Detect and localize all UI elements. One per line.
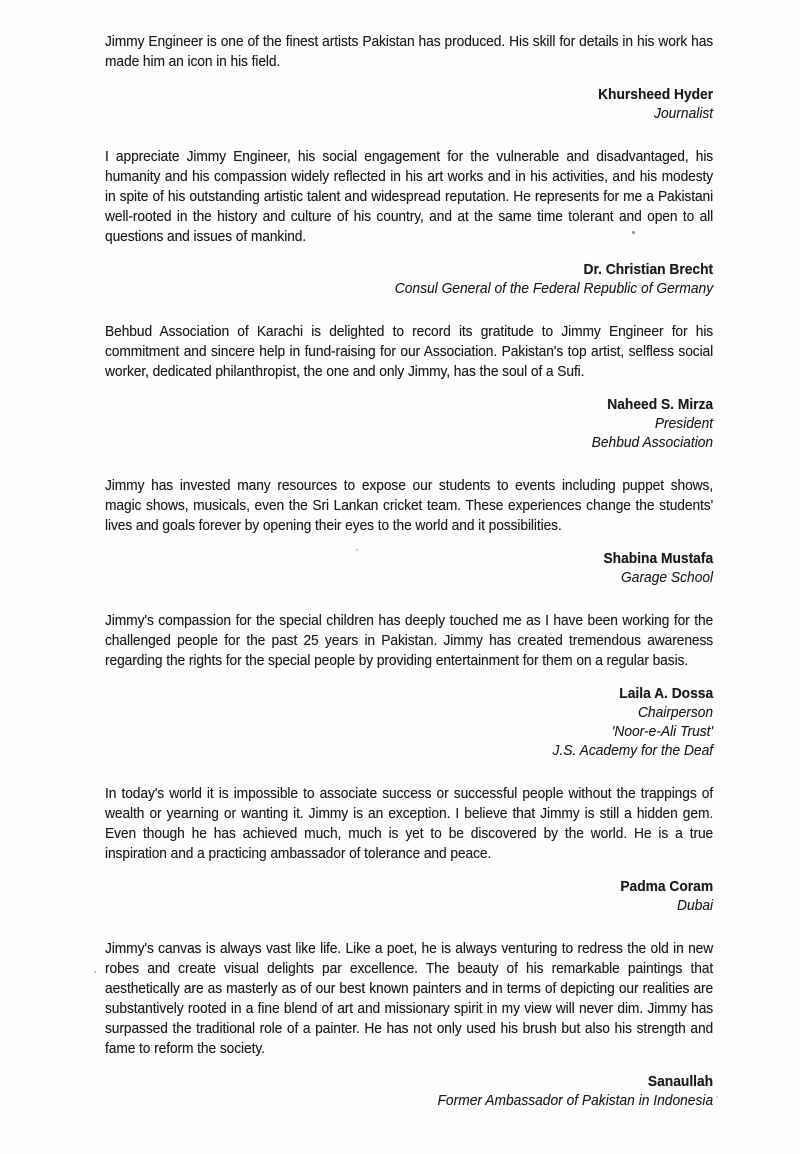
attribution-title: Dubai [677, 897, 714, 914]
testimonial-block [105, 476, 713, 587]
attribution-titles [105, 1091, 713, 1110]
testimonial-attribution [105, 1072, 713, 1110]
testimonials-list [105, 32, 713, 1134]
attribution-titles [105, 279, 713, 298]
testimonial-quote: In today's world it is impossible to associate success or successful people without the trappings of wealth or yearning or wanting it. Jimmy is an exception. I believe that Jimmy is still a hidden gem. Even though he has achieved much, much is yet to be discovered by the world. He is a true inspiration and a practicing ambassador of tolerance and peace. [105, 785, 714, 862]
attribution-title: Garage School [621, 569, 714, 586]
attribution-title: J.S. Academy for the Deaf [552, 742, 714, 759]
testimonial-attribution [105, 85, 713, 123]
attribution-title: Journalist [654, 105, 714, 122]
attribution-titles [105, 896, 713, 915]
attribution-titles [105, 703, 713, 760]
attribution-name: Shabina Mustafa [603, 550, 714, 567]
attribution-name: Khursheed Hyder [598, 86, 714, 103]
scan-artifact-dot [632, 231, 635, 234]
attribution-name: Sanaullah [647, 1073, 714, 1090]
testimonial-block [105, 32, 713, 123]
testimonial-block [105, 322, 713, 452]
attribution-titles [105, 104, 713, 123]
attribution-name: Laila A. Dossa [619, 685, 714, 702]
testimonial-attribution [105, 260, 713, 298]
testimonial-block [105, 784, 713, 915]
testimonial-quote: Behbud Association of Karachi is delighted to record its gratitude to Jimmy Engineer for his commitment and sincere help in fund-raising for our Association. Pakistan's top artist, selfless social worker, dedicated philanthropist, the one and only Jimmy, has the soul of a Sufi. [105, 323, 714, 380]
testimonial-attribution [105, 684, 713, 760]
testimonial-block [105, 611, 713, 760]
testimonial-block [105, 147, 713, 298]
testimonial-quote: Jimmy's canvas is always vast like life. Like a poet, he is always venturing to redress the old in new robes and create visual delights par excellence. The beauty of his remarkable paintings that aesthetically are as masterly as of our best known painters and in terms of depicting our realities are substantively rooted in a fine blend of art and missionary spirit in my view will never dim. Jimmy has surpassed the traditional role of a painter. He has not only used his brush but also his strength and fame to reform the society. [105, 940, 714, 1057]
testimonial-quote: Jimmy Engineer is one of the finest artists Pakistan has produced. His skill for details in his work has made him an icon in his field. [105, 33, 714, 70]
attribution-title: Behbud Association [591, 434, 714, 451]
testimonial-quote: Jimmy's compassion for the special children has deeply touched me as I have been working for the challenged people for the past 25 years in Pakistan. Jimmy has created tremendous awareness regarding the rights for the special people by providing entertainment for them on a regular basis. [105, 612, 714, 669]
attribution-name: Dr. Christian Brecht [583, 261, 714, 278]
testimonial-quote: Jimmy has invested many resources to expose our students to events including puppet shows, magic shows, musicals, even the Sri Lankan cricket team. These experiences change the students' lives and goals forever by opening their eyes to the world and it possibilities. [105, 477, 714, 534]
testimonial-block [105, 939, 713, 1110]
testimonial-attribution [105, 877, 713, 915]
attribution-title: 'Noor-e-Ali Trust' [611, 723, 714, 740]
attribution-titles [105, 568, 713, 587]
attribution-title: President [654, 415, 714, 432]
testimonial-attribution [105, 395, 713, 452]
attribution-titles [105, 414, 713, 452]
scan-artifact-dot [356, 549, 358, 551]
scan-artifact-dot [716, 1096, 718, 1098]
testimonial-quote: I appreciate Jimmy Engineer, his social engagement for the vulnerable and disadvantaged, his humanity and his compassion widely reflected in his art works and in his activities, and his modesty in spite of his outstanding artistic talent and widespread reputation. He represents for me a Pakistani well-rooted in the history and culture of his country, and at the same time tolerant and open to all questions and issues of mankind. [105, 148, 714, 245]
attribution-title: Former Ambassador of Pakistan in Indonesia [437, 1092, 714, 1109]
attribution-title: Consul General of the Federal Republic of Germany [394, 280, 714, 297]
testimonial-attribution [105, 549, 713, 587]
attribution-name: Naheed S. Mirza [607, 396, 714, 413]
scan-artifact-dot [94, 971, 96, 973]
attribution-title: Chairperson [637, 704, 714, 721]
attribution-name: Padma Coram [620, 878, 714, 895]
